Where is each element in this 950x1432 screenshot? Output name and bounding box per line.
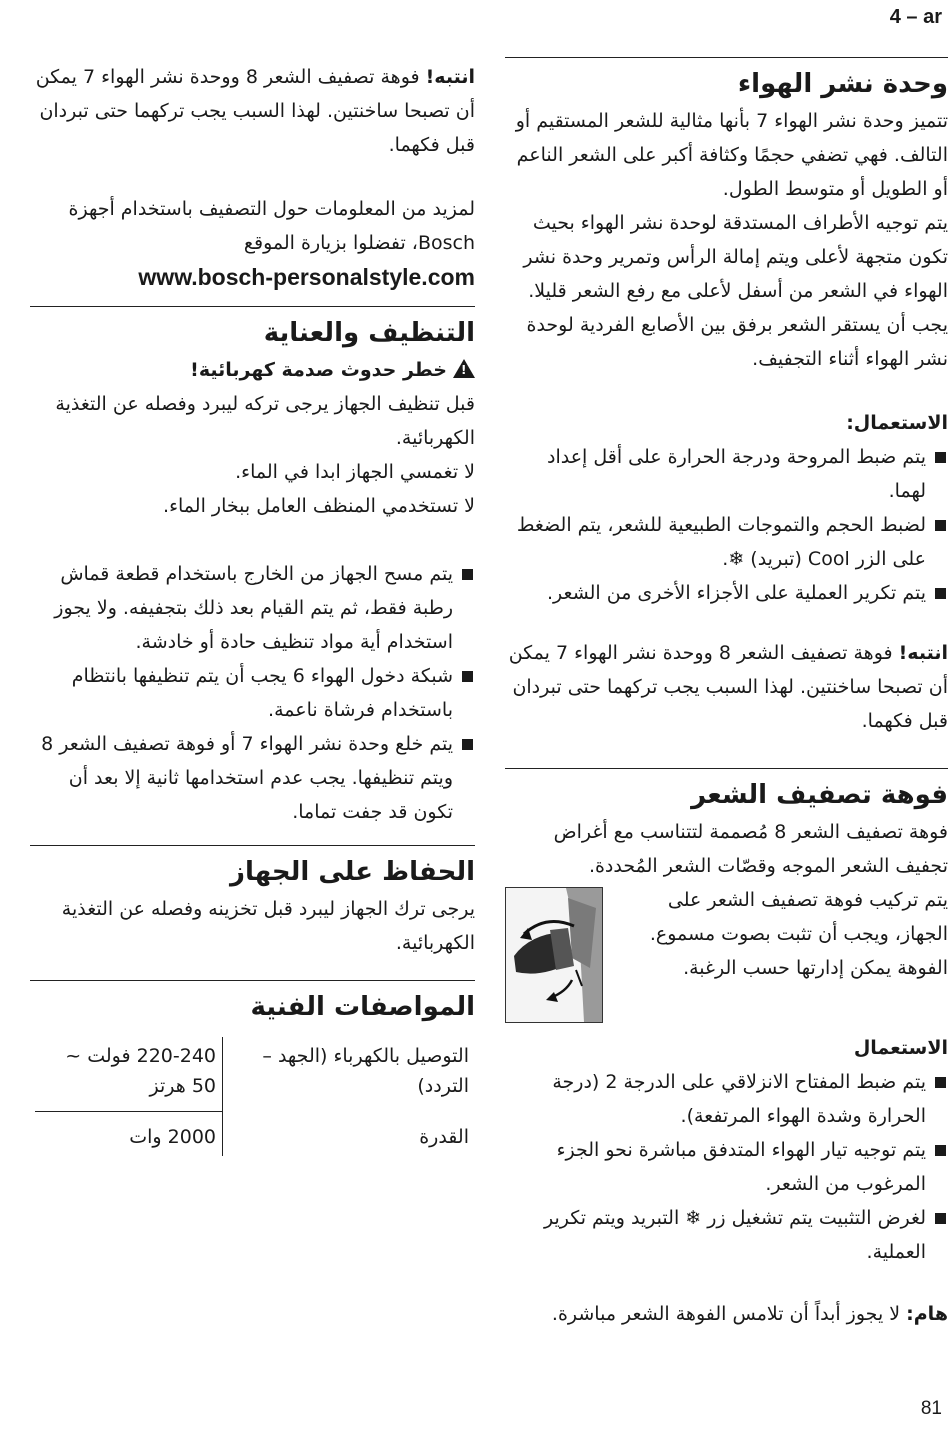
nozzle-para-1: فوهة تصفيف الشعر 8 مُصممة لتتناسب مع أغراض تجفيف الشعر الموجه وقصّات الشعر المُحددة. xyxy=(553,821,948,877)
diffuser-para-2: يتم توجيه الأطراف المستدقة لوحدة نشر الهواء بحيث تكون متجهة لأعلى ويتم إمالة الرأس وتمرير وحدة نشر الهواء في الشعر من أسفل لأعلى مع رفع الشعر قليلا. يجب أن يستقر الشعر برفق بين الأصابع الفردية لوحدة نشر الهواء أثناء التجفيف. xyxy=(523,212,948,370)
spec-frequency: 50 هرتز xyxy=(149,1075,216,1097)
nozzle-bullet-3: لغرض التثبيت يتم تشغيل زر ❄ التبريد ويتم تكرير العملية. xyxy=(505,1201,948,1269)
spec-key-power-supply: التوصيل بالكهرباء (الجهد – التردد) xyxy=(262,1045,469,1097)
spec-voltage: 220-240 فولت ~ xyxy=(65,1045,216,1067)
warning-label: انتبه! xyxy=(425,66,475,88)
right-column xyxy=(505,0,948,1331)
diffuser-warning xyxy=(505,636,948,738)
nozzle-bullet-2: يتم توجيه تيار الهواء المتدفق مباشرة نحو الجزء المرغوب من الشعر. xyxy=(505,1133,948,1201)
bosch-website-link[interactable]: www.bosch-personalstyle.com xyxy=(138,264,475,290)
section-divider xyxy=(30,980,475,981)
nozzle-figure-block xyxy=(505,883,948,1023)
nozzle-title: فوهة تصفيف الشعر xyxy=(691,780,948,810)
nozzle-usage-label: الاستعمال xyxy=(853,1037,948,1059)
spec-key-power: القدرة xyxy=(419,1125,469,1148)
table-row xyxy=(35,1112,475,1157)
nozzle-attach-illustration xyxy=(505,887,603,1023)
table-row xyxy=(35,1037,475,1112)
diffuser-bullet-2: لضبط الحجم والتموجات الطبيعية للشعر، يتم الضغط على الزر Cool (تبريد) ❄. xyxy=(505,508,948,576)
specs-title: المواصفات الفنية xyxy=(250,992,475,1022)
section-divider xyxy=(505,57,948,58)
warning-text: فوهة تصفيف الشعر 8 ووحدة نشر الهواء 7 يمكن أن تصبحا ساخنتين. لهذا السبب يجب تركهما حتى تبردان قبل فكهما. xyxy=(508,642,948,732)
storage-text: يرجى ترك الجهاز ليبرد قبل تخزينه وفصله عن التغذية الكهربائية. xyxy=(61,898,475,954)
cleaning-bullet-3: يتم خلع وحدة نشر الهواء 7 أو فوهة تصفيف الشعر 8 ويتم تنظيفها. يجب عدم استخدامها ثانية إلا بعد أن تكون قد جفت تماما. xyxy=(30,727,475,829)
more-info-text: لمزيد من المعلومات حول التصفيف باستخدام أجهزة Bosch، تفضلوا بزيارة الموقع xyxy=(68,198,475,254)
spec-value-power: 2000 وات xyxy=(35,1112,223,1157)
section-divider xyxy=(30,306,475,307)
storage-title: الحفاظ على الجهاز xyxy=(230,857,475,887)
cleaning-line-3: لا تستخدمي المنظف العامل ببخار الماء. xyxy=(163,495,475,517)
warning-text: فوهة تصفيف الشعر 8 ووحدة نشر الهواء 7 يمكن أن تصبحا ساخنتين. لهذا السبب يجب تركهما حتى تبردان قبل فكهما. xyxy=(35,66,475,156)
diffuser-bullet-1: يتم ضبط المروحة ودرجة الحرارة على أقل إعداد لهما. xyxy=(505,440,948,508)
nozzle-important-note xyxy=(505,1297,948,1331)
cleaning-line-2: لا تغمسي الجهاز ابدا في الماء. xyxy=(235,461,475,483)
diffuser-title: وحدة نشر الهواء xyxy=(737,69,948,99)
cleaning-bullet-2: شبكة دخول الهواء 6 يجب أن يتم تنظيفها بانتظام باستخدام فرشاة ناعمة. xyxy=(30,659,475,727)
diffuser-bullet-3: يتم تكرير العملية على الأجزاء الأخرى من الشعر. xyxy=(505,576,948,610)
nozzle-bullet-1: يتم ضبط المفتاح الانزلاقي على الدرجة 2 (درجة الحرارة وشدة الهواء المرتفعة). xyxy=(505,1065,948,1133)
warning-triangle-icon xyxy=(453,359,475,378)
warning-label: انتبه! xyxy=(898,642,948,664)
section-divider xyxy=(30,845,475,846)
cleaning-line-1: قبل تنظيف الجهاز يرجى تركه ليبرد وفصله عن التغذية الكهربائية. xyxy=(55,393,475,449)
specs-table xyxy=(35,1037,475,1156)
danger-heading xyxy=(30,353,475,387)
page-header-tag: 4 – ar xyxy=(889,6,942,28)
nozzle-rotate-icon xyxy=(506,888,602,1022)
important-label: هام: xyxy=(906,1303,948,1325)
nozzle-figure-text: يتم تركيب فوهة تصفيف الشعر على الجهاز، ويجب أن تثبت بصوت مسموع. الفوهة يمكن إدارتها حسب الرغبة. xyxy=(649,889,948,979)
cleaning-title: التنظيف والعناية xyxy=(263,318,475,348)
left-column xyxy=(30,0,475,1156)
spec-value-power-supply xyxy=(35,1037,223,1112)
danger-label: خطر حدوث صدمة كهربائية! xyxy=(190,359,447,381)
section-divider xyxy=(505,768,948,769)
diffuser-para-1: تتميز وحدة نشر الهواء 7 بأنها مثالية للشعر المستقيم أو التالف. فهي تضفي حجمًا وكثافة أكبر على الشعر الناعم أو الطويل أو متوسط الطول. xyxy=(515,110,948,200)
diffuser-usage-label: الاستعمال: xyxy=(846,412,948,434)
cleaning-bullet-1: يتم مسح الجهاز من الخارج باستخدام قطعة قماش رطبة فقط، ثم يتم القيام بعد ذلك بتجفيفه. ولا يجوز استخدام أية مواد تنظيف حادة أو خادشة. xyxy=(30,557,475,659)
important-text: لا يجوز أبداً أن تلامس الفوهة الشعر مباشرة. xyxy=(551,1303,907,1325)
left-warning xyxy=(30,60,475,162)
page-number: 81 xyxy=(920,1398,942,1419)
